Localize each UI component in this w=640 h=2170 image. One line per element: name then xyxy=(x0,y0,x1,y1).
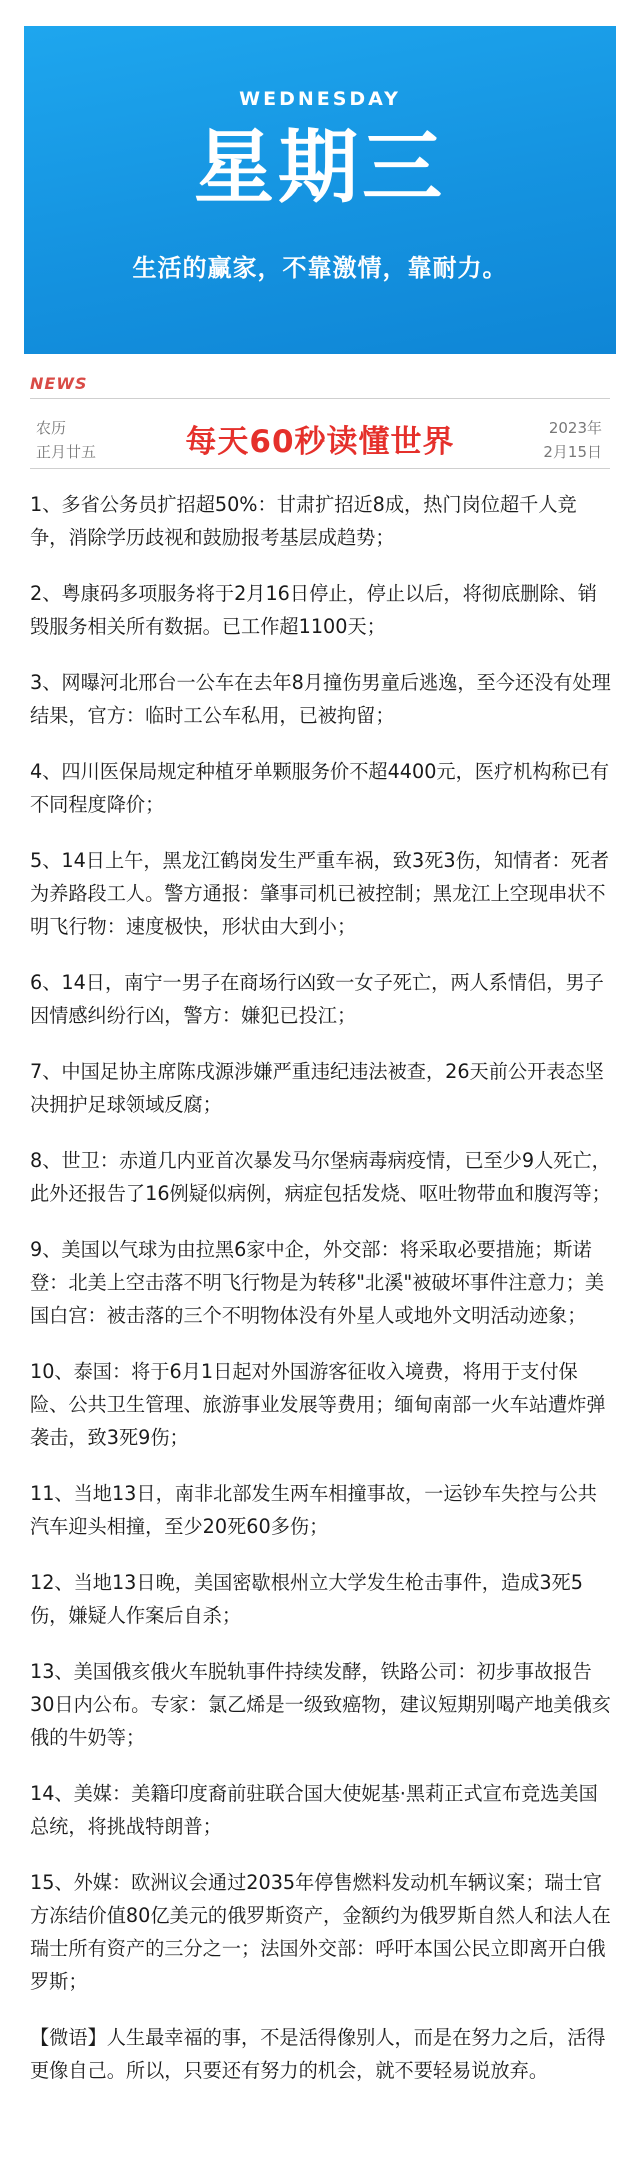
news-item-13: 13、美国俄亥俄火车脱轨事件持续发酵，铁路公司：初步事故报告30日内公布。专家：氯乙烯是一级致癌物，建议短期别喝产地美俄亥俄的牛奶等； xyxy=(30,1660,611,1749)
header-divider-top xyxy=(30,398,610,399)
news-item-10: 10、泰国：将于6月1日起对外国游客征收入境费，将用于支付保险、公共卫生管理、旅游事业发展等费用；缅甸南部一火车站遭炸弹袭击，致3死9伤； xyxy=(30,1360,606,1449)
news-item-2: 2、粤康码多项服务将于2月16日停止，停止以后，将彻底删除、销毁服务相关所有数据。已工作超1100天； xyxy=(30,582,597,638)
news-item-7: 7、中国足协主席陈戌源涉嫌严重违纪违法被查，26天前公开表态坚决拥护足球领域反腐； xyxy=(30,1060,604,1116)
news-item-4: 4、四川医保局规定种植牙单颗服务价不超4400元，医疗机构称已有不同程度降价； xyxy=(30,760,610,816)
lunar-label: 农历 xyxy=(36,419,67,437)
news-item-5: 5、14日上午，黑龙江鹤岗发生严重车祸，致3死3伤，知情者：死者为养路段工人。警方通报：肇事司机已被控制；黑龙江上空现串状不明飞行物：速度极快，形状由大到小； xyxy=(30,849,610,938)
news-list xyxy=(30,488,614,2087)
news-item-8: 8、世卫：赤道几内亚首次暴发马尔堡病毒病疫情，已至少9人死亡，此外还报告了16例疑似病例，病症包括发烧、呕吐物带血和腹泻等； xyxy=(30,1149,611,1205)
news-item-15: 15、外媒：欧洲议会通过2035年停售燃料发动机车辆议案；瑞士官方冻结价值80亿美元的俄罗斯资产，金额约为俄罗斯自然人和法人在瑞士所有资产的三分之一；法国外交部：呼吁本国公民立即离开白俄罗斯； xyxy=(30,1871,611,1993)
news-item-3: 3、网曝河北邢台一公车在去年8月撞伤男童后逃逸，至今还没有处理结果，官方：临时工公车私用，已被拘留； xyxy=(30,671,611,727)
page-title: 每天60秒读懂世界 xyxy=(185,424,455,460)
news-item-6: 6、14日，南宁一男子在商场行凶致一女子死亡，两人系情侣，男子因情感纠纷行凶，警方：嫌犯已投江； xyxy=(30,971,604,1027)
lunar-day: 正月廿五 xyxy=(36,443,97,461)
news-tag: NEWS xyxy=(30,374,88,393)
header-banner xyxy=(24,26,616,354)
news-item-1: 1、多省公务员扩招超50%：甘肃扩招近8成，热门岗位超千人竞争，消除学历歧视和鼓励报考基层成趋势； xyxy=(30,493,577,549)
banner-weekday-cn: 星期三 xyxy=(194,121,446,214)
banner-slogan: 生活的赢家，不靠激情，靠耐力。 xyxy=(132,254,508,282)
news-item-12: 12、当地13日晚，美国密歇根州立大学发生枪击事件，造成3死5伤，嫌疑人作案后自杀； xyxy=(30,1571,583,1627)
news-item-11: 11、当地13日，南非北部发生两车相撞事故，一运钞车失控与公共汽车迎头相撞，至少20死60多伤； xyxy=(30,1482,597,1538)
date-month-day: 2月15日 xyxy=(543,443,602,461)
date-year: 2023年 xyxy=(548,419,602,437)
daily-quote: 【微语】人生最幸福的事，不是活得像别人，而是在努力之后，活得更像自己。所以，只要还有努力的机会，就不要轻易说放弃。 xyxy=(30,2026,606,2082)
gregorian-date xyxy=(543,416,602,464)
news-item-9: 9、美国以气球为由拉黑6家中企，外交部：将采取必要措施；斯诺登：北美上空击落不明飞行物是为转移"北溪"被破坏事件注意力；美国白宫：被击落的三个不明物体没有外星人或地外文明活动迹象； xyxy=(30,1238,605,1327)
banner-weekday-en: WEDNESDAY xyxy=(239,88,401,110)
news-item-14: 14、美媒：美籍印度裔前驻联合国大使妮基·黑莉正式宣布竞选美国总统，将挑战特朗普； xyxy=(30,1782,598,1838)
header-divider-bottom xyxy=(30,468,610,469)
